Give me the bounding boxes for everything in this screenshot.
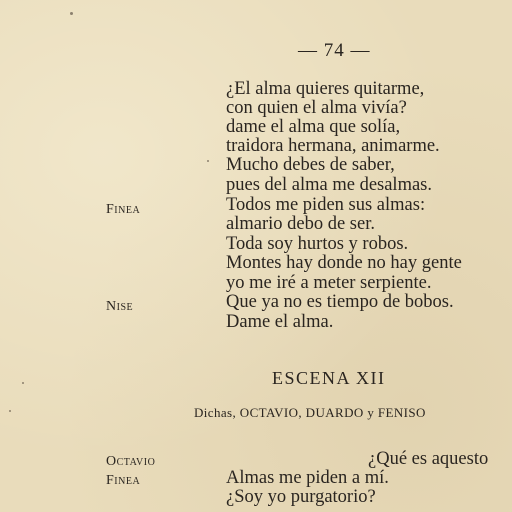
speaker-name: Finea [106,473,141,488]
verse-text: almario debo de ser. [226,214,375,234]
verse-text: dame el alma que solía, [226,117,401,137]
verse-text: con quien el alma vivía? [226,98,407,118]
dialogue-text: ¿Soy yo purgatorio? [226,487,376,507]
scene-heading: ESCENA XII [272,368,386,388]
paper-speck [9,410,11,412]
speaker-name: Finea [106,202,141,217]
verse-text: Mucho debes de saber, [226,155,395,175]
verse-text: Todos me piden sus almas: [226,195,426,215]
verse-text: pues del alma me desalmas. [226,175,433,195]
page-number: — 74 — [298,40,371,61]
speaker-name: Octavio [106,454,156,469]
verse-text: Toda soy hurtos y robos. [226,234,409,254]
verse-text: Dame el alma. [226,312,334,332]
stage-direction: Dichas, OCTAVIO, DUARDO y FENISO [194,405,426,420]
verse-text: Montes hay donde no hay gente [226,253,462,273]
verse-text: yo me iré a meter serpiente. [226,273,432,293]
verse-text: ¿El alma quieres quitarme, [226,79,425,99]
speaker-name: Nise [106,299,134,314]
paper-speck [22,382,24,384]
dialogue-text: ¿Qué es aquesto [368,449,489,469]
verse-text: traidora hermana, animarme. [226,136,440,156]
paper-speck [70,12,73,15]
paper-speck [207,160,209,162]
verse-text: Que ya no es tiempo de bobos. [226,292,454,312]
dialogue-text: Almas me piden a mí. [226,468,389,488]
